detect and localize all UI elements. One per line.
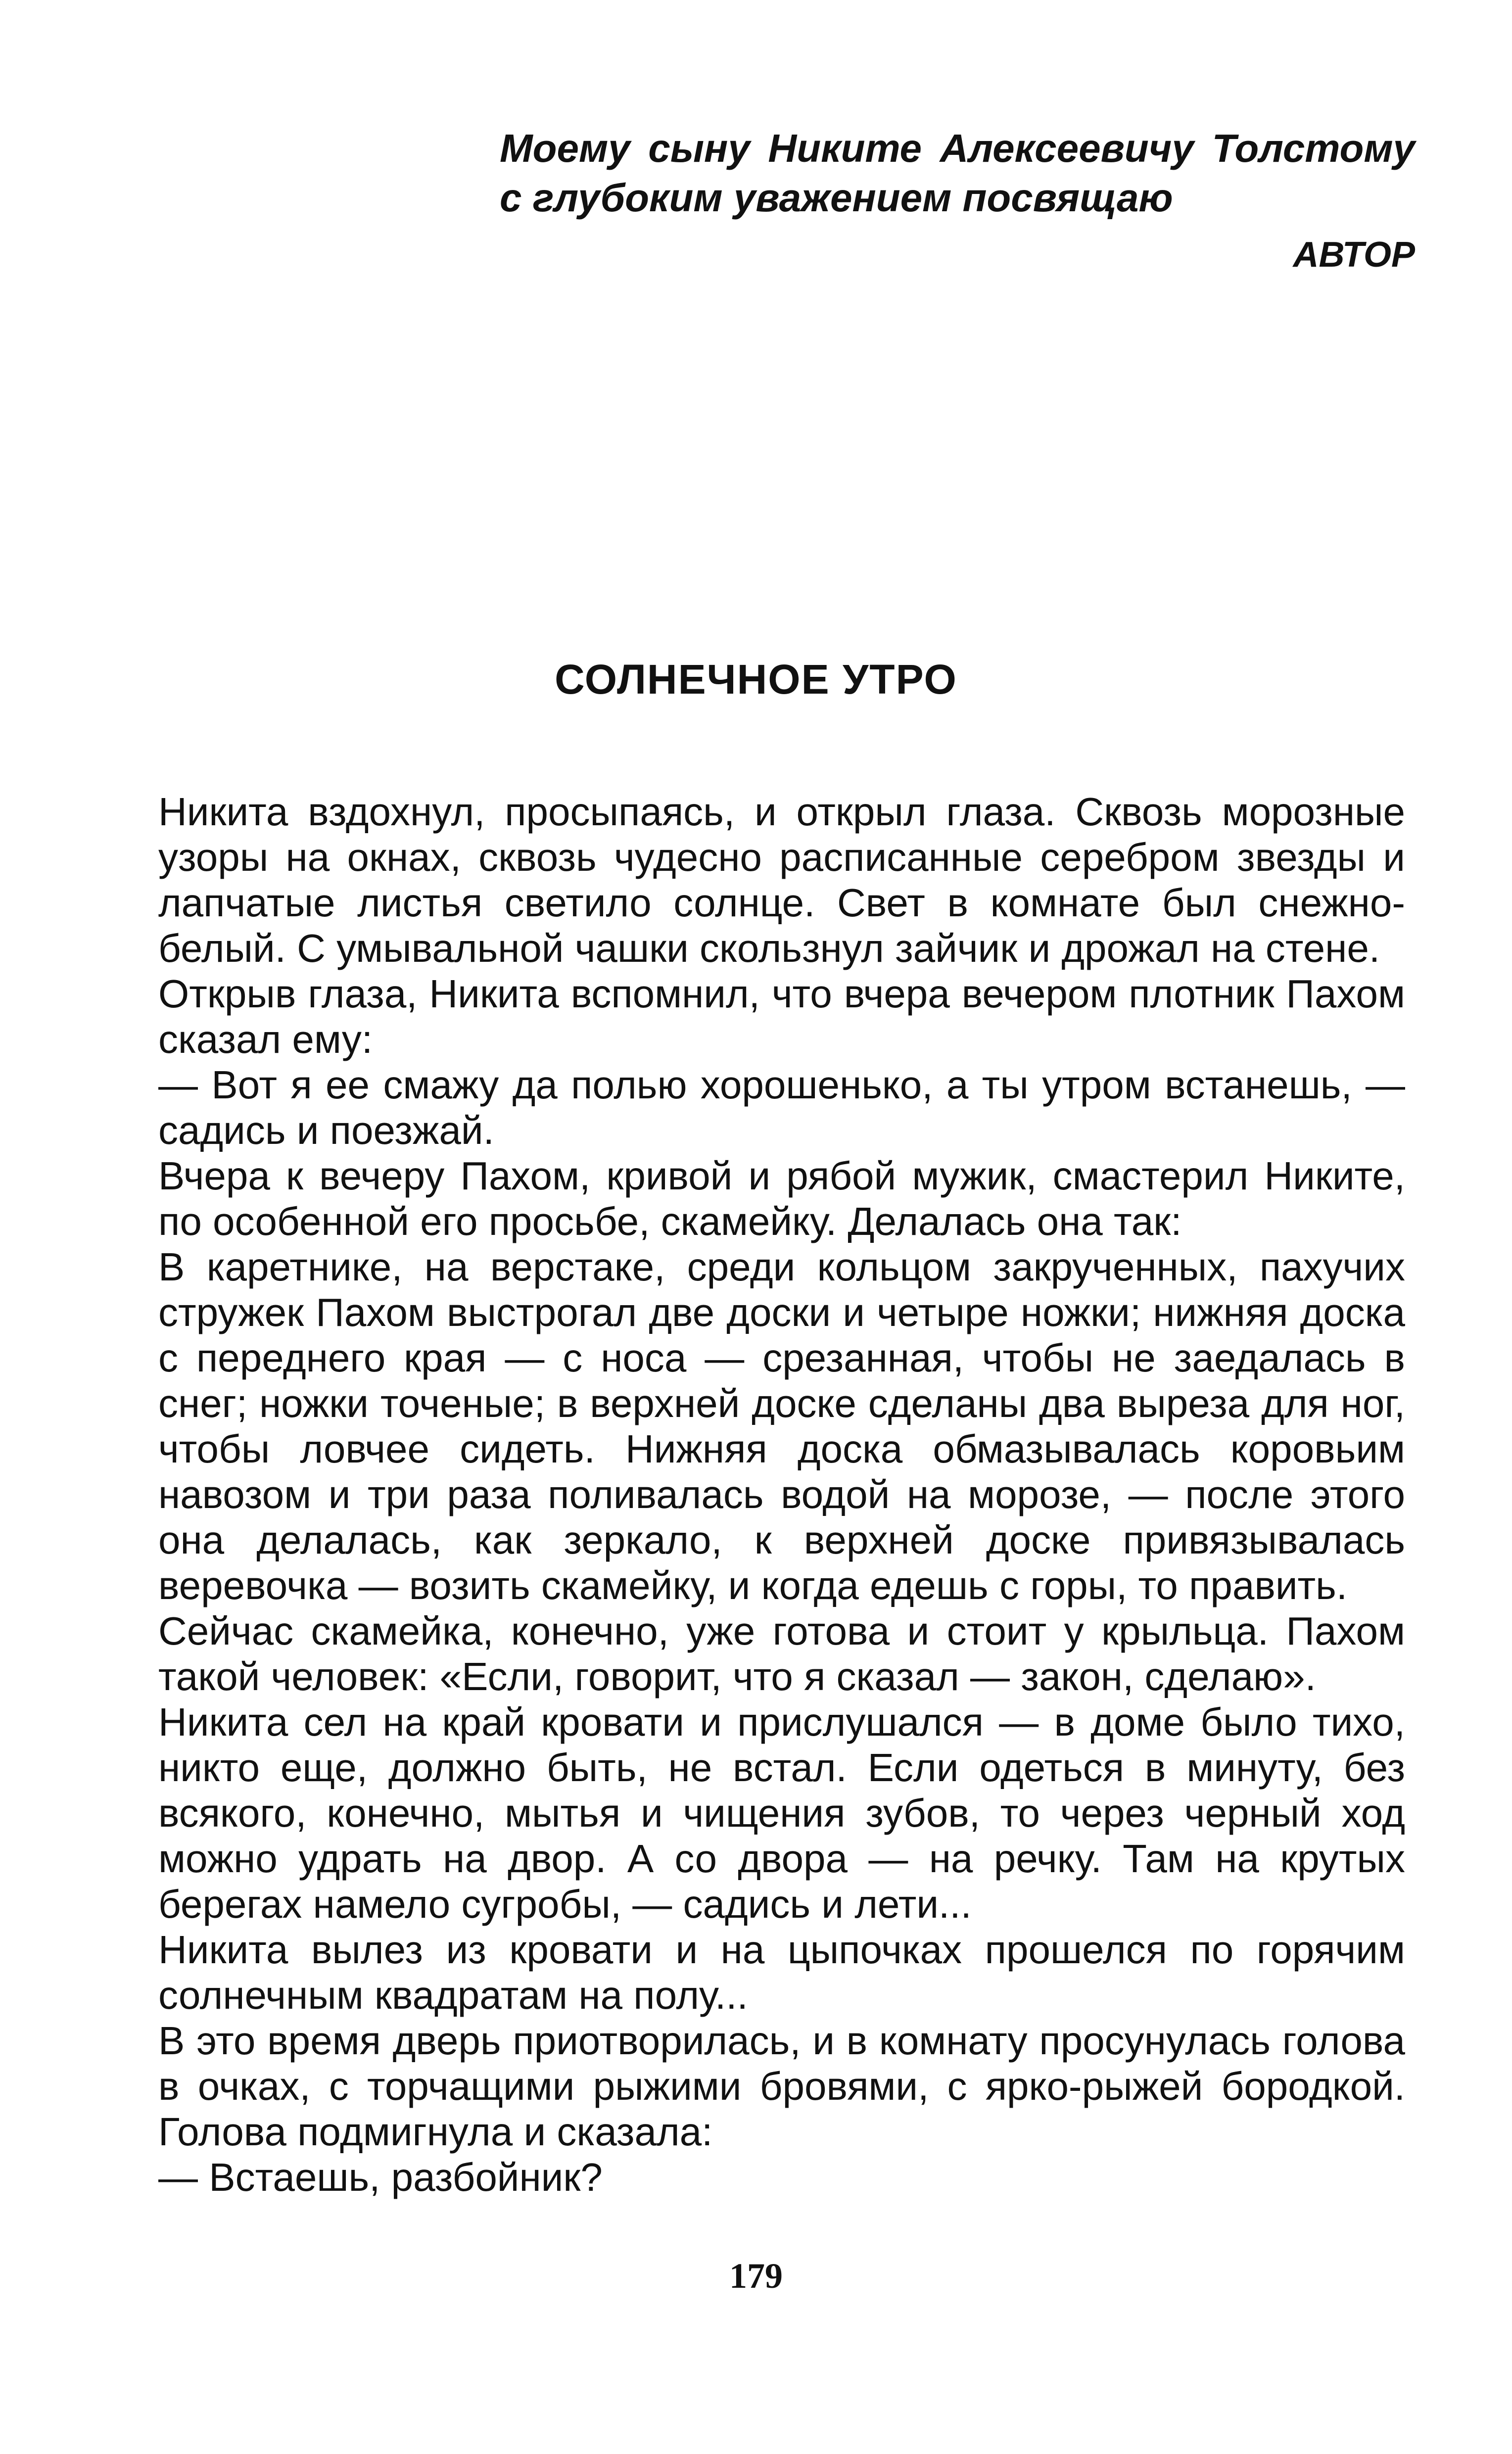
paragraph-1: Никита вздохнул, просыпаясь, и открыл глаза. Сквозь морозные узоры на окнах, сквозь чудесно расписанные серебром звезды и лапчатые листья светило солнце. Свет в комнате был снежно-белый. С умывальной чашки скользнул зайчик и дрожал на стене. bbox=[158, 790, 1405, 970]
chapter-body bbox=[158, 789, 1405, 2200]
paragraph-6: Сейчас скамейка, конечно, уже готова и стоит у крыльца. Пахом такой человек: «Если, говорит, что я сказал — закон, сделаю». bbox=[158, 1609, 1405, 1699]
page-number: 179 bbox=[729, 2256, 783, 2296]
paragraph-3: — Вот я ее смажу да полью хорошенько, а ты утром встанешь, — садись и поезжай. bbox=[158, 1063, 1405, 1152]
paragraph-2: Открыв глаза, Никита вспомнил, что вчера вечером плотник Пахом сказал ему: bbox=[158, 972, 1405, 1061]
dedication-text: Моему сыну Никите Алексеевичу Толстому с глубоким уважением посвящаю bbox=[500, 126, 1415, 220]
paragraph-9: В это время дверь приотворилась, и в комнату просунулась голова в очках, с торчащими рыжими бровями, с ярко-рыжей бородкой. Голова подмигнула и сказала: bbox=[158, 2019, 1405, 2154]
chapter-title: СОЛНЕЧНОЕ УТРО bbox=[555, 656, 957, 703]
paragraph-4: Вчера к вечеру Пахом, кривой и рябой мужик, смастерил Никите, по особенной его просьбе, скамейку. Делалась она так: bbox=[158, 1154, 1405, 1243]
dedication-author: АВТОР bbox=[1293, 235, 1415, 275]
paragraph-7: Никита сел на край кровати и прислушался — в доме было тихо, никто еще, должно быть, не встал. Если одеться в минуту, без всякого, конечно, мытья и чищения зубов, то через черный ход можно удрать на двор. А со двора — на речку. Там на крутых берегах намело сугробы, — садись и лети... bbox=[158, 1700, 1405, 1926]
paragraph-10: — Встаешь, разбойник? bbox=[158, 2155, 603, 2199]
paragraph-8: Никита вылез из кровати и на цыпочках прошелся по горячим солнечным квадратам на полу... bbox=[158, 1928, 1405, 2017]
paragraph-5: В каретнике, на верстаке, среди кольцом закрученных, пахучих стружек Пахом выстрогал две доски и четыре ножки; нижняя доска с переднего края — с носа — срезанная, чтобы не заедалась в снег; ножки точеные; в верхней доске сделаны два выреза для ног, чтобы ловчее сидеть. Нижняя доска обмазывалась коровьим навозом и три раза поливалась водой на морозе, — после этого она делалась, как зеркало, к верхней доске привязывалась веревочка — возить скамейку, и когда едешь с горы, то править. bbox=[158, 1245, 1405, 1607]
